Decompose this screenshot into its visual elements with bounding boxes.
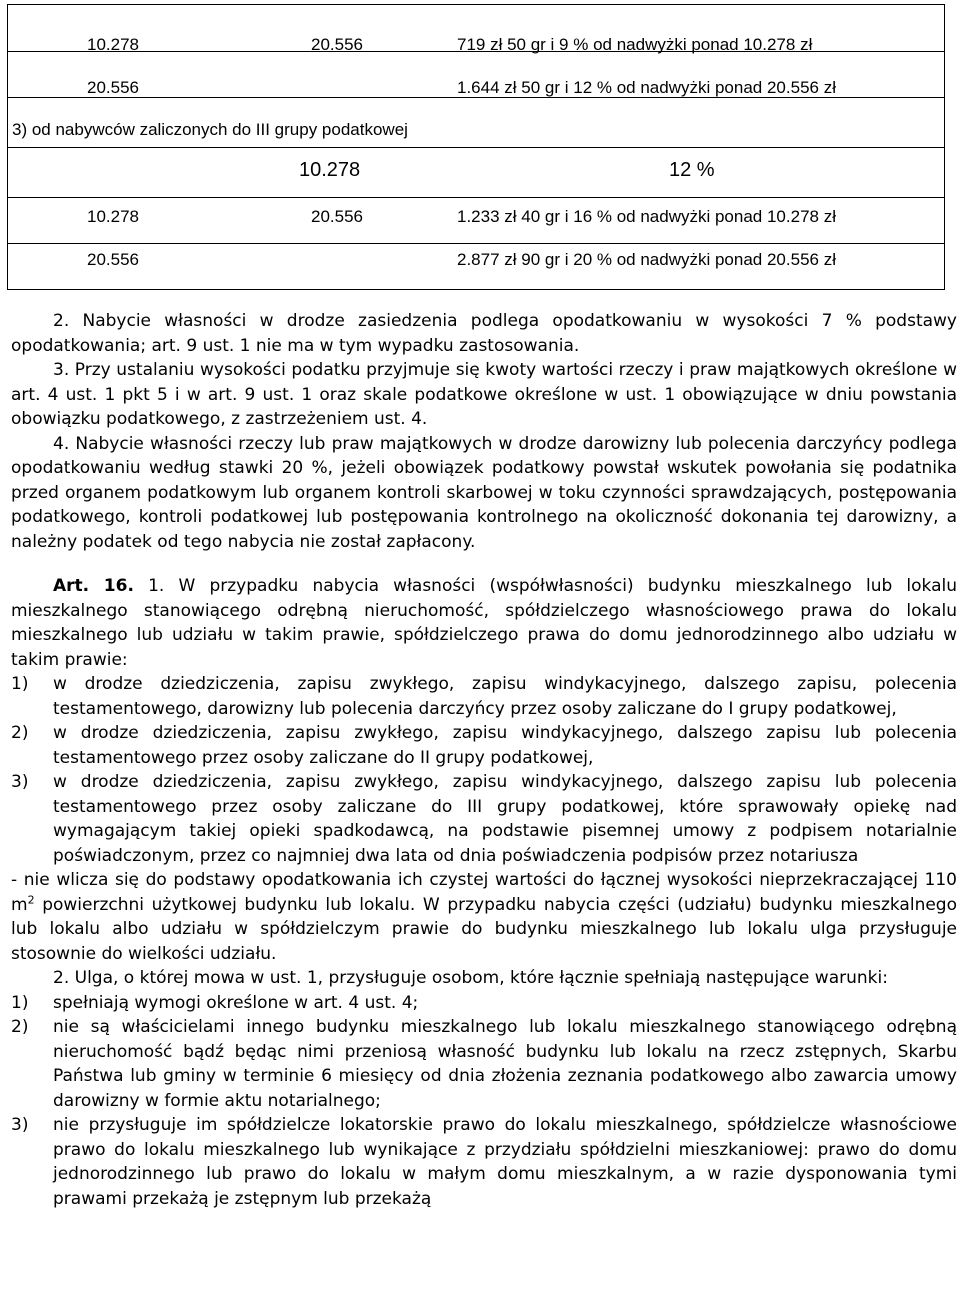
- table-cell: 20.556: [311, 35, 363, 54]
- table-cell: 10.278: [87, 35, 139, 54]
- table-divider: [8, 197, 944, 198]
- tax-scale-table: [7, 4, 945, 290]
- article-16-paragraph: [11, 574, 957, 672]
- table-cell: 20.556: [311, 207, 363, 226]
- list-text: spełniają wymogi określone w art. 4 ust. 4;: [53, 992, 419, 1013]
- article-item-number: 1.: [148, 576, 165, 596]
- list-text: w drodze dziedziczenia, zapisu zwykłego, zapisu windykacyjnego, dalszego zapisu lub polecenia testamentowego przez osoby zaliczane do II grupy podatkowej,: [53, 723, 957, 768]
- list-number: 3): [11, 1115, 29, 1135]
- list-item: [11, 991, 957, 1016]
- table-cell: 1.233 zł 40 gr i 16 % od nadwyżki ponad 10.278 zł: [457, 207, 836, 226]
- table-cell: 20.556: [87, 250, 139, 269]
- list-item: [11, 721, 957, 770]
- list-text: w drodze dziedziczenia, zapisu zwykłego, zapisu windykacyjnego, dalszego zapisu, polecenia testamentowego, darowizny lub polecenia darczyńcy przez osoby zaliczane do I grupy podatkowej,: [53, 674, 957, 719]
- table-cell: 719 zł 50 gr i 9 % od nadwyżki ponad 10.278 zł: [457, 35, 813, 54]
- paragraph-3: 3. Przy ustalaniu wysokości podatku przyjmuje się kwoty wartości rzeczy i praw majątkowych określone w art. 4 ust. 1 pkt 5 i w art. 9 ust. 1 oraz skale podatkowe określone w ust. 1 obowiązujące w dniu powstania obowiązku podatkowego, z zastrzeżeniem ust. 4.: [11, 360, 957, 429]
- relief-text-b: powierzchni użytkowej budynku lub lokalu. W przypadku nabycia części (udziału) budynku mieszkalnego lub lokalu albo udziału w spółdzielczym prawie do budynku mieszkalnego lub lokalu ulga przysługuje stosownie do wielkości udziału.: [11, 894, 957, 964]
- superscript: 2: [27, 892, 35, 906]
- list-text: w drodze dziedziczenia, zapisu zwykłego, zapisu windykacyjnego, dalszego zapisu lub polecenia testamentowego przez osoby zaliczane do III grupy podatkowej, które sprawowały opiekę nad wymagającym takiej opieki spadkodawcą, na podstawie pisemnej umowy z podpisem notarialnie poświadczonym, przez co najmniej dwa lata od dnia poświadczenia podpisów przez notariusza: [53, 772, 957, 866]
- list-item: [11, 770, 957, 868]
- relief-text-a: - nie wlicza się do podstawy opodatkowania ich czystej wartości do łącznej wysokości nieprzekraczającej 110 m: [11, 870, 957, 915]
- relief-paragraph: [11, 868, 957, 966]
- list-number: 2): [11, 1017, 29, 1037]
- list-number: 1): [11, 674, 29, 694]
- list-text: nie są właścicielami innego budynku mieszkalnego lub lokalu mieszkalnego stanowiącego odrębną nieruchomość bądź będąc nimi przeniosą własność budynku lub lokalu na rzecz zstępnych, Skarbu Państwa lub gminy w terminie 6 miesięcy od dnia złożenia zeznania podatkowego albo zawarcia umowy darowizny w formie aktu notarialnego;: [53, 1017, 957, 1111]
- table-cell: 10.278: [299, 159, 361, 181]
- table-cell: 1.644 zł 50 gr i 12 % od nadwyżki ponad 20.556 zł: [457, 78, 836, 97]
- paragraph-2b: 2. Ulga, o której mowa w ust. 1, przysługuje osobom, które łącznie spełniają następujące warunki:: [53, 968, 888, 988]
- document-body: [11, 309, 957, 1211]
- list-number: 3): [11, 772, 29, 792]
- paragraph-2: 2. Nabycie własności w drodze zasiedzenia podlega opodatkowaniu w wysokości 7 % podstawy opodatkowania; art. 9 ust. 1 nie ma w tym wypadku zastosowania.: [11, 311, 957, 356]
- table-group-heading: 3) od nabywców zaliczonych do III grupy podatkowej: [12, 120, 408, 139]
- article-16-text: W przypadku nabycia własności (współwłasności) budynku mieszkalnego lub lokalu mieszkalnego stanowiącego odrębną nieruchomość, spółdzielczego własnościowego prawa do lokalu mieszkalnego lub udziału w takim prawie, spółdzielczego prawa do domu jednorodzinnego albo udziału w takim prawie:: [11, 576, 958, 670]
- table-cell: 12 %: [669, 159, 715, 181]
- list-number: 1): [11, 992, 29, 1013]
- table-cell: 20.556: [87, 78, 139, 97]
- list-item: [11, 1015, 957, 1113]
- list-number: 2): [11, 723, 29, 743]
- table-divider: [8, 243, 944, 244]
- table-cell: 2.877 zł 90 gr i 20 % od nadwyżki ponad 20.556 zł: [457, 250, 836, 269]
- table-divider: [8, 147, 944, 148]
- article-label: Art. 16.: [53, 576, 134, 596]
- paragraph-4: 4. Nabycie własności rzeczy lub praw majątkowych w drodze darowizny lub polecenia darczyńcy podlega opodatkowaniu według stawki 20 %, jeżeli obowiązek podatkowy powstał wskutek powołania się podatnika przed organem podatkowym lub organem kontroli skarbowej w toku czynności sprawdzających, postępowania podatkowego, kontroli podatkowej lub postępowania kontrolnego na okoliczność dokonania tej darowizny, a należny podatek od tego nabycia nie został zapłacony.: [11, 433, 957, 552]
- list-text: nie przysługuje im spółdzielcze lokatorskie prawo do lokalu mieszkalnego, spółdzielcze własnościowe prawo do lokalu mieszkalnego lub wynikające z przydziału spółdzielni mieszkaniowej: prawo do domu jednorodzinnego lub prawo do lokalu w małym domu mieszkalnym, a w razie dysponowania tymi prawami przekażą je zstępnym lub przekażą: [53, 1115, 957, 1209]
- list-item: [11, 672, 957, 721]
- table-cell: 10.278: [87, 207, 139, 226]
- list-item: [11, 1113, 957, 1211]
